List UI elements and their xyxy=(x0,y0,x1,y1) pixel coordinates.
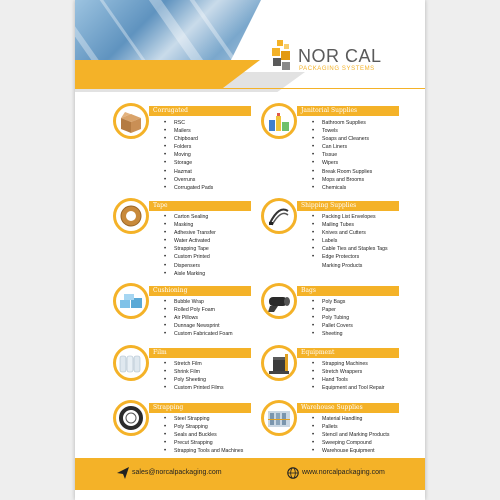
list-item: • Aisle Marking xyxy=(164,270,216,278)
list-item: • Masking xyxy=(164,221,216,229)
list-item: • Bathroom Supplies xyxy=(312,119,372,127)
list-item: • Dispensers xyxy=(164,262,216,270)
list-item: • Mops and Brooms xyxy=(312,176,372,184)
item-list xyxy=(164,213,216,278)
paper-plane-icon xyxy=(117,467,129,479)
list-item: • Chipboard xyxy=(164,135,213,143)
flyer-sheet xyxy=(75,0,425,500)
list-item: • Towels xyxy=(312,127,372,135)
list-item: • Water Activated xyxy=(164,237,216,245)
item-list xyxy=(312,119,372,192)
list-item: • Dunnage Newsprint xyxy=(164,322,233,330)
item-list xyxy=(164,415,243,455)
cable-ties-icon xyxy=(261,198,297,234)
cleaning-supplies-icon xyxy=(261,103,297,139)
list-item: • Adhesive Transfer xyxy=(164,229,216,237)
foam-blocks-icon xyxy=(113,283,149,319)
list-item: • Tissue xyxy=(312,151,372,159)
list-item: • Hazmat xyxy=(164,168,213,176)
list-item: • Custom Printed xyxy=(164,253,216,261)
list-item: • Equipment and Tool Repair xyxy=(312,384,384,392)
list-item: • Labels xyxy=(312,237,388,245)
email-link[interactable]: sales@norcalpackaging.com xyxy=(132,469,222,476)
list-item: • Seals and Buckles xyxy=(164,431,243,439)
category-title: Tape xyxy=(149,201,251,211)
cube-logo-icon xyxy=(270,40,294,72)
list-item: • Carton Sealing xyxy=(164,213,216,221)
globe-icon xyxy=(287,467,299,479)
header-divider xyxy=(75,88,425,89)
film-rolls-icon xyxy=(113,345,149,381)
list-item: • Storage xyxy=(164,159,213,167)
list-item: • Sweeping Compound xyxy=(312,439,389,447)
list-item: • Corrugated Pads xyxy=(164,184,213,192)
list-item: • Air Pillows xyxy=(164,314,233,322)
cardboard-box-icon xyxy=(113,103,149,139)
brand-tagline: PACKAGING SYSTEMS xyxy=(299,66,375,72)
list-item: • Knives and Cutters xyxy=(312,229,388,237)
list-item: • Soaps and Cleaners xyxy=(312,135,372,143)
brand-logo xyxy=(270,38,410,78)
list-item: • Cable Ties and Staples Tags xyxy=(312,245,388,253)
list-item: • Stretch Film xyxy=(164,360,224,368)
list-item: • RSC xyxy=(164,119,213,127)
brand-name: NOR CAL xyxy=(298,46,382,66)
contact-footer xyxy=(75,458,425,490)
category-title: Shipping Supplies xyxy=(297,201,399,211)
list-item: • Folders xyxy=(164,143,213,151)
list-item: • Custom Printed Films xyxy=(164,384,224,392)
list-item: • Custom Fabricated Foam xyxy=(164,330,233,338)
list-item: • Paper xyxy=(312,306,353,314)
item-list xyxy=(164,119,213,192)
list-item: • Rolled Poly Foam xyxy=(164,306,233,314)
item-list xyxy=(164,360,224,392)
item-list xyxy=(312,415,389,455)
wrapping-machine-icon xyxy=(261,345,297,381)
list-item: • Poly Sheeting xyxy=(164,376,224,384)
category-title: Warehouse Supplies xyxy=(297,403,399,413)
list-item: • Sheeting xyxy=(312,330,353,338)
item-list xyxy=(312,298,353,338)
list-item: • Can Liners xyxy=(312,143,372,151)
list-item: • Chemicals xyxy=(312,184,372,192)
list-item: • Edge Protectors xyxy=(312,253,388,261)
category-title: Janitorial Supplies xyxy=(297,106,399,116)
category-title: Cushioning xyxy=(149,286,251,296)
list-item: • Shrink Film xyxy=(164,368,224,376)
poly-bag-roll-icon xyxy=(261,283,297,319)
list-item: • Strapping Tape xyxy=(164,245,216,253)
list-item: • Pallet Covers xyxy=(312,322,353,330)
list-item: • Bubble Wrap xyxy=(164,298,233,306)
list-item: • Wipers xyxy=(312,159,372,167)
list-item: • Mailing Tubes xyxy=(312,221,388,229)
list-item: • Stretch Wrappers xyxy=(312,368,384,376)
list-item: • Precut Strapping xyxy=(164,439,243,447)
list-item: • Steel Strapping xyxy=(164,415,243,423)
list-item: • Mailers xyxy=(164,127,213,135)
list-item: • Poly Tubing xyxy=(312,314,353,322)
category-title: Strapping xyxy=(149,403,251,413)
list-item: • Packing List Envelopes xyxy=(312,213,388,221)
list-item: • Material Handling xyxy=(312,415,389,423)
category-title: Equipment xyxy=(297,348,399,358)
list-item: • Poly Bags xyxy=(312,298,353,306)
list-item: • Break Room Supplies xyxy=(312,168,372,176)
list-item: • Pallets xyxy=(312,423,389,431)
list-item: • Warehouse Equipment xyxy=(312,447,389,455)
item-list xyxy=(312,213,388,270)
list-item: • Strapping Machines xyxy=(312,360,384,368)
item-list xyxy=(312,360,384,392)
category-title: Corrugated xyxy=(149,106,251,116)
category-title: Bags xyxy=(297,286,399,296)
list-item: • Stencil and Marking Products xyxy=(312,431,389,439)
warehouse-icon xyxy=(261,400,297,436)
list-item: • Hand Tools xyxy=(312,376,384,384)
tape-roll-icon xyxy=(113,198,149,234)
list-item: • Moving xyxy=(164,151,213,159)
list-item: • Overruns xyxy=(164,176,213,184)
list-item: • Poly Strapping xyxy=(164,423,243,431)
strapping-coil-icon xyxy=(113,400,149,436)
list-item: • Strapping Tools and Machines xyxy=(164,447,243,455)
item-list xyxy=(164,298,233,338)
category-title: Film xyxy=(149,348,251,358)
website-link[interactable]: www.norcalpackaging.com xyxy=(302,469,385,476)
list-item-continued: Marking Products xyxy=(322,262,363,269)
